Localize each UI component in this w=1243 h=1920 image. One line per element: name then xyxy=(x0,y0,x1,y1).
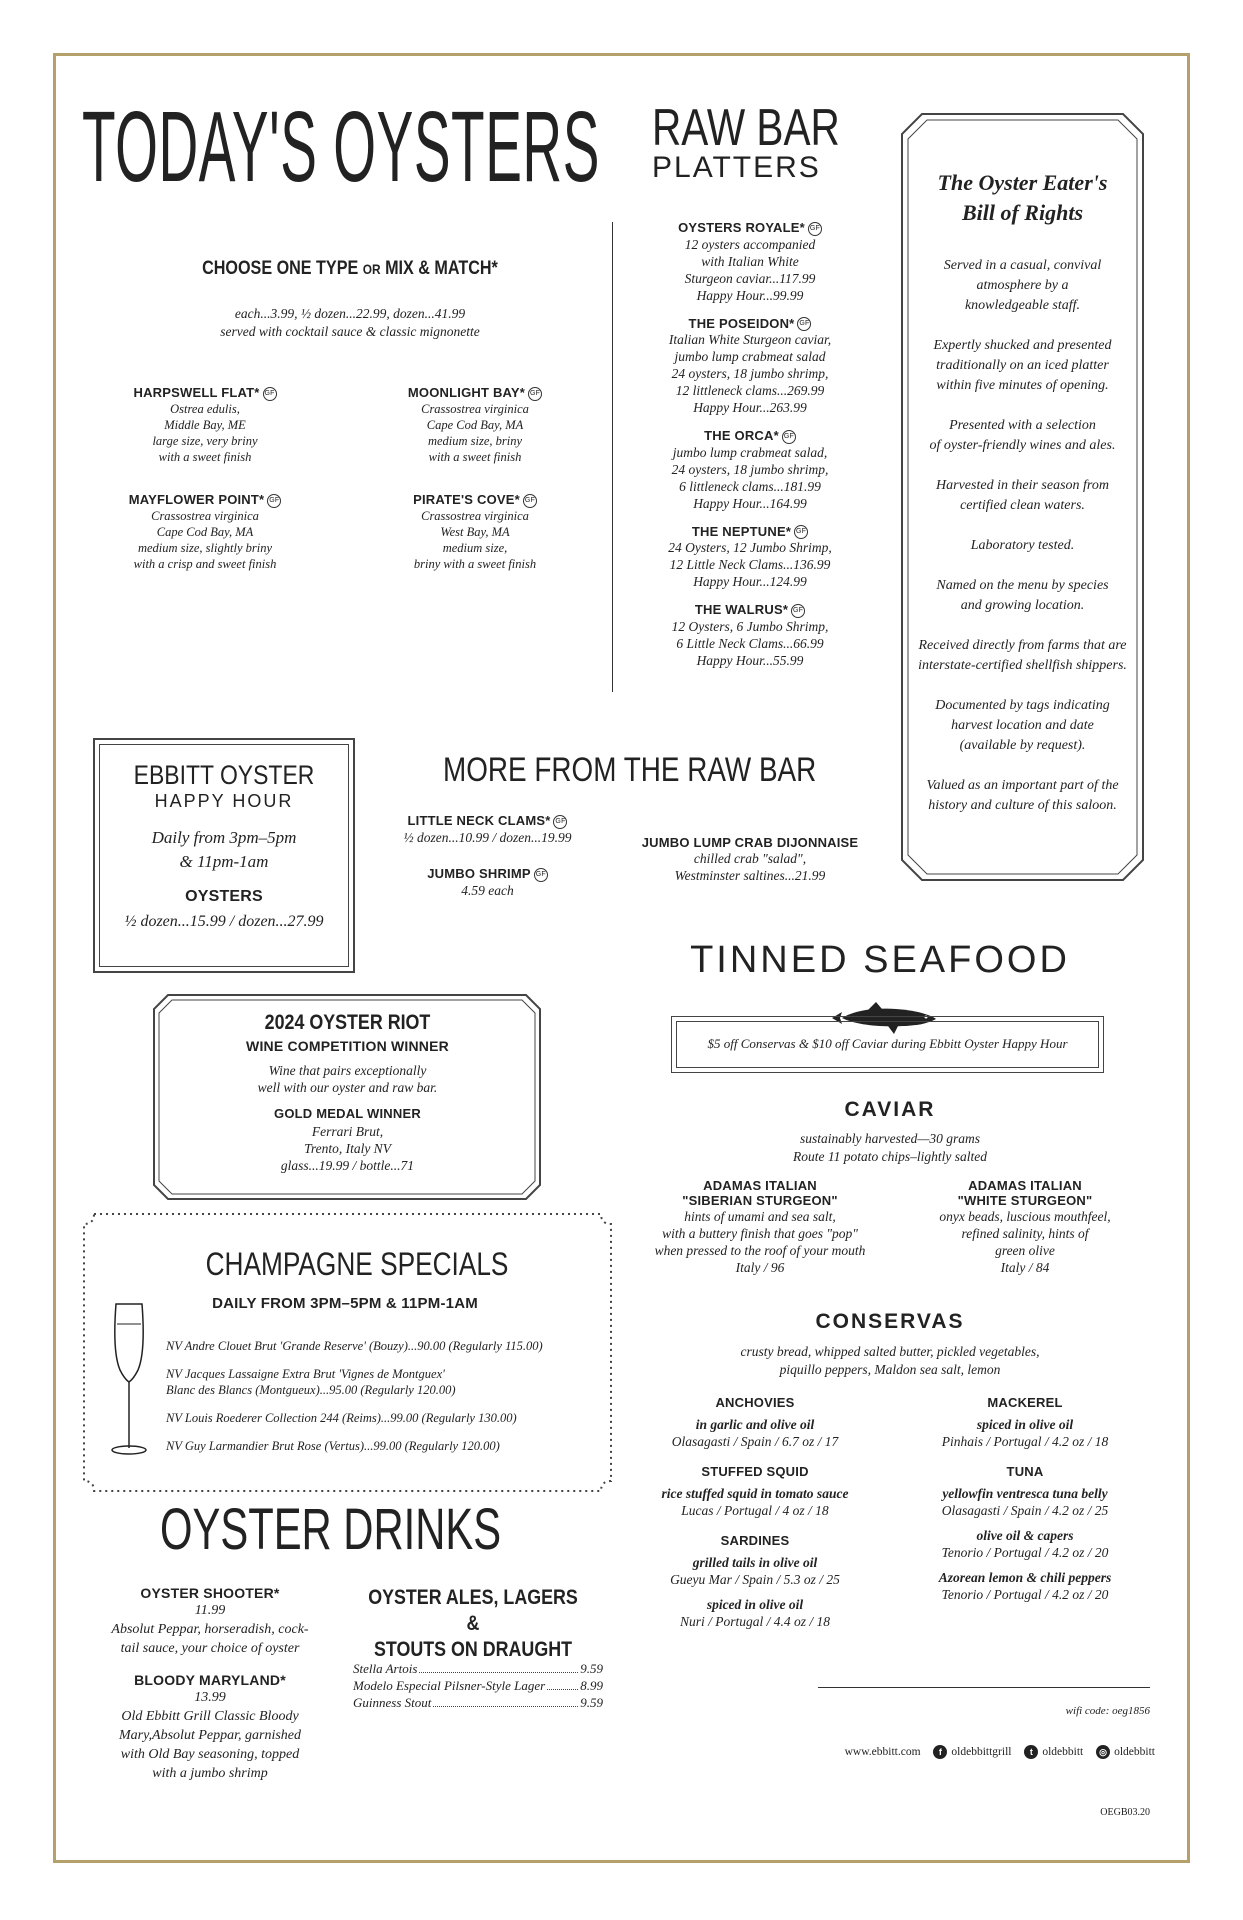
twitter-icon: t xyxy=(1024,1745,1038,1759)
bill-title-2: Bill of Rights xyxy=(961,200,1084,225)
oyster-desc: large size, very briny xyxy=(152,433,258,448)
gluten-free-icon: GF xyxy=(523,494,537,508)
gluten-free-icon: GF xyxy=(791,604,805,618)
champagne-item: NV Guy Larmandier Brut Rose (Vertus)...99.00 (Regularly 120.00) xyxy=(166,1439,500,1453)
platter-item: THE ORCA* GF jumbo lump crabmeat salad, 24 oysters, 18 jumbo shrimp, 6 littleneck clams...181.99 Happy Hour...164.99 xyxy=(671,428,829,511)
oyster-item xyxy=(380,385,570,465)
oyster-desc: Crassostrea virginica xyxy=(421,401,529,416)
oyster-name: MOONLIGHT BAY* xyxy=(407,385,526,400)
oyster-desc: West Bay, MA xyxy=(440,524,510,539)
oyster-desc: medium size, slightly briny xyxy=(137,540,272,555)
platter-name: THE WALRUS* xyxy=(694,602,789,618)
gluten-free-icon: GF xyxy=(267,494,281,508)
promo-text: $5 off Conservas & $10 off Caviar during Ebbitt Oyster Happy Hour xyxy=(707,1036,1068,1051)
instagram-link[interactable]: ◎ oldebbitt xyxy=(1096,1745,1155,1759)
raw-bar-title-1: RAW BAR xyxy=(652,99,840,157)
choose-label-a: CHOOSE ONE TYPE xyxy=(202,258,359,279)
oyster-desc: Middle Bay, ME xyxy=(164,417,246,432)
gluten-free-icon: GF xyxy=(553,815,567,829)
gold-medal-label: GOLD MEDAL WINNER xyxy=(274,1106,421,1121)
champagne-title-wrap xyxy=(175,1245,515,1283)
oyster-item xyxy=(100,492,310,572)
conservas-right-column: MACKEREL spiced in olive oil Pinhais / Portugal / 4.2 oz / 18 TUNA yellowfin ventresca tuna belly Olasagasti / Spain / 4.2 oz / 25 olive oil & capers Tenorio / Portugal / 4.2 oz / 20 Azorean lemon & chili peppers Tenorio / Portugal / 4.2 oz / 20 xyxy=(938,1395,1112,1602)
platter-name: THE ORCA* xyxy=(704,428,779,444)
bill-of-rights xyxy=(910,168,1135,816)
beer-list xyxy=(353,1660,603,1711)
bill-title-1: The Oyster Eater's xyxy=(937,170,1108,195)
happy-hour-title-2: HAPPY HOUR xyxy=(154,791,294,811)
oyster-desc: Ostrea edulis, xyxy=(170,401,240,416)
choose-served: served with cocktail sauce & classic mignonette xyxy=(220,324,480,339)
oyster-riot-title: 2024 OYSTER RIOT xyxy=(264,1011,431,1034)
crab-dijonnaise: JUMBO LUMP CRAB DIJONNAISE chilled crab "salad", Westminster saltines...21.99 xyxy=(641,835,859,883)
choose-heading xyxy=(120,258,580,280)
oyster-desc: briny with a sweet finish xyxy=(413,556,537,571)
tinned-seafood-title: TINNED SEAFOOD xyxy=(690,939,1070,981)
oyster-name: HARPSWELL FLAT* xyxy=(133,385,260,400)
facebook-link[interactable]: f oldebbittgrill xyxy=(933,1745,1011,1759)
happy-hour-price: ½ dozen...15.99 / dozen...27.99 xyxy=(124,913,324,930)
beer-item: Modelo Especial Pilsner-Style Lager 8.99 xyxy=(353,1678,603,1693)
oyster-desc: with a sweet finish xyxy=(428,449,522,464)
oyster-desc: medium size, xyxy=(442,540,508,555)
footer-divider xyxy=(818,1687,1150,1688)
caviar-desc: sustainably harvested—30 grams xyxy=(800,1131,980,1146)
platter-item: THE NEPTUNE* GF 24 Oysters, 12 Jumbo Shrimp, 12 Little Neck Clams...136.99 Happy Hour...124.99 xyxy=(668,523,832,590)
more-raw-bar-title: MORE FROM THE RAW BAR xyxy=(443,751,817,789)
champagne-list xyxy=(166,1338,586,1454)
platter-item: THE WALRUS* GF 12 Oysters, 6 Jumbo Shrimp, 6 Little Neck Clams...66.99 Happy Hour...55.99 xyxy=(671,602,829,668)
raw-bar-title-2: PLATTERS xyxy=(652,151,821,184)
draught-title: OYSTER ALES, LAGERS & STOUTS ON DRAUGHT xyxy=(368,1586,578,1661)
champagne-item: NV Louis Roederer Collection 244 (Reims)...99.00 (Regularly 130.00) xyxy=(166,1411,517,1425)
platter-list xyxy=(630,220,870,669)
champagne-glass-icon xyxy=(104,1300,154,1460)
oyster-desc: with a sweet finish xyxy=(158,449,252,464)
bill-paragraphs: Served in a casual, convival atmosphere by a knowledgeable staff. Expertly shucked and presented traditionally on an iced platter within five minutes of opening. Presented with a selection of oyster-friendly wines and ales. Harvested in their season from certified clean waters. Laboratory tested. Named on the menu by species and growing location. Received directly from farms that are interstate-certified shellfish shippers. Documented by tags indicating harvest location and date (available by request). Valued as an important part of the history and culture of this saloon. xyxy=(918,258,1127,813)
menu-code: OEGB03.20 xyxy=(1100,1807,1150,1818)
happy-hour xyxy=(95,760,353,934)
oyster-desc: medium size, briny xyxy=(427,433,523,448)
oyster-riot: 2024 OYSTER RIOT WINE COMPETITION WINNER Wine that pairs exceptionally well with our oyster and raw bar. GOLD MEDAL WINNER Ferrari Brut, Trento, Italy NV glass...19.99 / bottle...71 xyxy=(160,1010,535,1174)
champagne-title: CHAMPAGNE SPECIALS xyxy=(205,1246,509,1282)
facebook-icon: f xyxy=(933,1745,947,1759)
twitter-link[interactable]: t oldebbitt xyxy=(1024,1745,1083,1759)
conservas-desc: piquillo peppers, Maldon sea salt, lemon xyxy=(779,1362,1001,1377)
gluten-free-icon: GF xyxy=(534,868,548,882)
oyster-shooter: OYSTER SHOOTER* 11.99 Absolut Peppar, horseradish, cock- tail sauce, your choice of oyster BLOODY MARYLAND* 13.99 Old Ebbitt Grill Classic Bloody Mary,Absolut Peppar, garnished with Old Bay seasoning, topped with a jumbo shrimp xyxy=(111,1585,309,1781)
caviar-item: ADAMAS ITALIAN "SIBERIAN STURGEON" hints of umami and sea salt, with a buttery finish that goes "pop" when pressed to the roof of your mouth Italy / 96 xyxy=(654,1178,866,1275)
choose-label-b: MIX & MATCH* xyxy=(385,258,498,279)
champagne-item: NV Andre Clouet Brut 'Grande Reserve' (Bouzy)...90.00 (Regularly 115.00) xyxy=(166,1339,543,1353)
oyster-desc: Crassostrea virginica xyxy=(151,508,259,523)
champagne-item: NV Jacques Lassaigne Extra Brut 'Vignes de Montguex' xyxy=(166,1367,445,1381)
main-title-wrap xyxy=(82,92,612,202)
gluten-free-icon: GF xyxy=(528,387,542,401)
oyster-desc: Crassostrea virginica xyxy=(421,508,529,523)
oyster-desc: with a crisp and sweet finish xyxy=(133,556,277,571)
choose-prices: each...3.99, ½ dozen...22.99, dozen...41.99 xyxy=(234,306,466,321)
conservas-left-column: ANCHOVIES in garlic and olive oil Olasagasti / Spain / 6.7 oz / 17 STUFFED SQUID rice stuffed squid in tomato sauce Lucas / Portugal / 4 oz / 18 SARDINES grilled tails in olive oil Gueyu Mar / Spain / 5.3 oz / 25 spiced in olive oil Nuri / Portugal / 4.4 oz / 18 xyxy=(661,1395,849,1629)
happy-hour-label: OYSTERS xyxy=(185,888,263,905)
oyster-desc: Cape Cod Bay, MA xyxy=(426,417,524,432)
platter-item: THE POSEIDON* GF Italian White Sturgeon caviar, jumbo lump crabmeat salad 24 oysters, 18 jumbo shrimp, 12 littleneck clams...269.99 Happy Hour...263.99 xyxy=(668,315,832,416)
oyster-item xyxy=(110,385,300,465)
platter-item: OYSTERS ROYALE* GF 12 oysters accompanied with Italian White Sturgeon caviar...117.99 Happy Hour...99.99 xyxy=(678,220,820,303)
caviar-desc: Route 11 potato chips–lightly salted xyxy=(793,1149,987,1164)
conservas-desc: crusty bread, whipped salted butter, pickled vegetables, xyxy=(740,1344,1040,1359)
column-divider xyxy=(612,222,613,692)
oyster-drinks-title-wrap xyxy=(160,1498,560,1562)
caviar-title: CAVIAR xyxy=(844,1098,936,1121)
gluten-free-icon: GF xyxy=(263,387,277,401)
caviar-item: ADAMAS ITALIAN "WHITE STURGEON" onyx beads, luscious mouthfeel, refined salinity, hints of green olive Italy / 84 xyxy=(939,1178,1111,1275)
happy-hour-time-2: & 11pm-1am xyxy=(179,852,269,871)
champagne-item: Blanc des Blancs (Montgueux)...95.00 (Regularly 120.00) xyxy=(166,1383,456,1397)
oyster-name: PIRATE'S COVE* xyxy=(413,492,520,507)
gluten-free-icon: GF xyxy=(797,317,811,331)
jumbo-shrimp: JUMBO SHRIMP GF 4.59 each xyxy=(427,866,546,898)
instagram-icon: ◎ xyxy=(1096,1745,1110,1759)
beer-item: Stella Artois 9.59 xyxy=(353,1661,603,1676)
beer-item: Guinness Stout 9.59 xyxy=(353,1695,603,1710)
oyster-riot-subtitle: WINE COMPETITION WINNER xyxy=(246,1038,449,1054)
choose-label-or: OR xyxy=(362,261,381,277)
platter-name: THE POSEIDON* xyxy=(688,315,795,331)
platter-name: THE NEPTUNE* xyxy=(691,523,792,539)
wifi-code: wifi code: oeg1856 xyxy=(1065,1705,1150,1717)
raw-bar-title xyxy=(652,100,892,184)
oyster-item xyxy=(375,492,575,572)
more-raw-bar-title-wrap xyxy=(443,750,883,790)
oyster-name: MAYFLOWER POINT* xyxy=(128,492,265,507)
oyster-drinks-title: OYSTER DRINKS xyxy=(160,1497,502,1562)
conservas-title: CONSERVAS xyxy=(815,1310,965,1333)
oyster-desc: Cape Cod Bay, MA xyxy=(156,524,254,539)
website-link[interactable]: www.ebbitt.com xyxy=(844,1746,921,1758)
footer-links xyxy=(760,1745,1155,1759)
champagne-subtitle: DAILY FROM 3PM–5PM & 11PM-1AM xyxy=(212,1295,478,1312)
happy-hour-time-1: Daily from 3pm–5pm xyxy=(151,828,297,847)
happy-hour-title-1: EBBITT OYSTER xyxy=(133,760,315,790)
gluten-free-icon: GF xyxy=(794,525,808,539)
little-neck-clams: LITTLE NECK CLAMS* GF ½ dozen...10.99 / dozen...19.99 xyxy=(403,813,572,845)
gluten-free-icon: GF xyxy=(808,222,822,236)
platter-name: OYSTERS ROYALE* xyxy=(678,220,805,235)
main-title: TODAY'S OYSTERS xyxy=(82,92,600,202)
gluten-free-icon: GF xyxy=(782,430,796,444)
